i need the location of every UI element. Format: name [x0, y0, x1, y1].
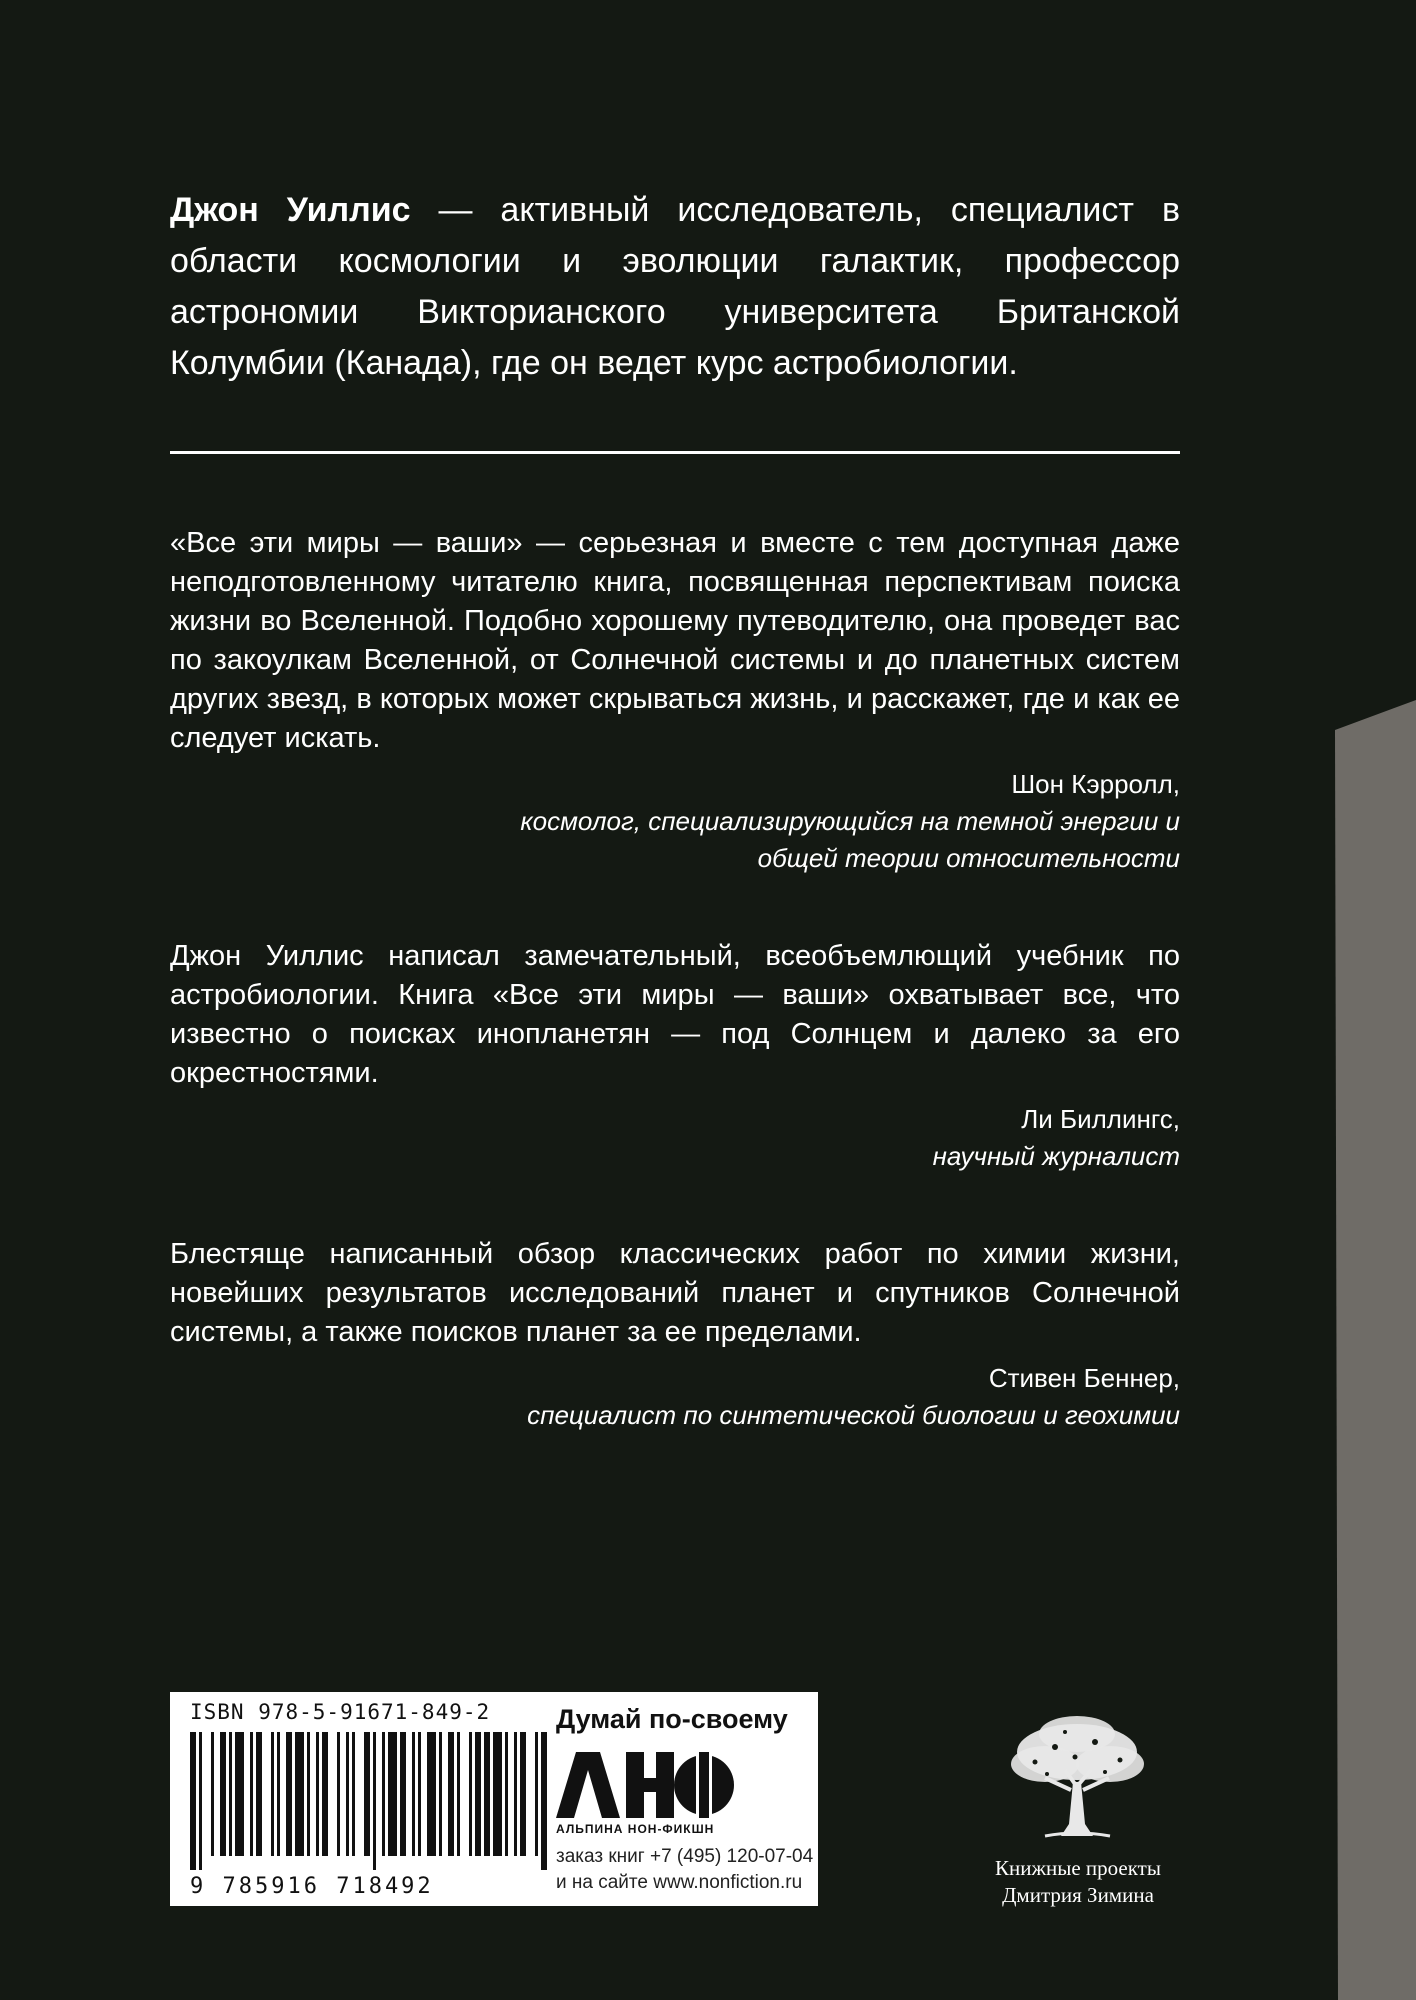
review-1-role: космолог, специализирующийся на темной энергии и общей теории относительности	[520, 806, 1180, 873]
barcode-bar	[199, 1732, 202, 1870]
publisher-name: АЛЬПИНА НОН-ФИКШН	[556, 1822, 715, 1836]
isbn-label: ISBN 978-5-91671-849-2	[190, 1700, 491, 1724]
review-1	[170, 524, 1180, 877]
publisher-contact	[556, 1844, 813, 1896]
barcode-bar	[352, 1732, 355, 1856]
barcode-bar	[346, 1732, 349, 1856]
review-1-text: «Все эти миры — ваши» — серьезная и вместе с тем доступная даже неподготовленному читателю книга, посвященная перспективам поиска жизни во Вселенной. Подобно хорошему путеводителю, она проведет вас по закоулкам Вселенной, от Солнечной системы и до планетных систем других звезд, в которых может скрываться жизнь, и расскажет, где и как ее следует искать.	[170, 527, 1180, 754]
barcode-bar	[475, 1732, 481, 1856]
barcode-bar	[271, 1732, 274, 1856]
barcode-panel	[170, 1692, 818, 1906]
review-2-attribution	[170, 1101, 1180, 1175]
barcode-bar	[469, 1732, 472, 1856]
review-3-attribution	[170, 1360, 1180, 1434]
barcode-bar	[256, 1732, 262, 1856]
barcode-bar	[286, 1732, 292, 1856]
barcode-bar	[250, 1732, 253, 1856]
order-line: заказ книг +7 (495) 120-07-04	[556, 1846, 814, 1867]
barcode-bar	[364, 1732, 370, 1856]
publisher-slogan: Думай по-своему	[556, 1704, 788, 1734]
barcode-bar	[295, 1732, 304, 1856]
barcode-bar	[316, 1732, 319, 1856]
barcode-bar	[211, 1732, 214, 1856]
barcode-bar	[535, 1732, 538, 1856]
barcode-bar	[505, 1732, 508, 1856]
author-name: Джон Уиллис	[170, 191, 411, 229]
barcode-bar	[220, 1732, 226, 1856]
barcode-bar	[439, 1732, 442, 1856]
anf-logo-icon	[556, 1752, 736, 1818]
barcode-bar	[382, 1732, 385, 1856]
isbn-digits: 9 785916 718492	[190, 1874, 434, 1899]
barcode-bar	[400, 1732, 406, 1856]
barcode-bar	[418, 1732, 421, 1856]
barcode-bar	[190, 1732, 196, 1870]
site-line: и на сайте www.nonfiction.ru	[556, 1872, 803, 1893]
review-3-text: Блестяще написанный обзор классических работ по химии жизни, новейших результатов исследований планет и спутников Солнечной системы, а также поисков планет за ее пределами.	[170, 1238, 1180, 1348]
review-3	[170, 1235, 1180, 1434]
barcode-bar	[373, 1732, 376, 1870]
barcode	[190, 1732, 550, 1870]
barcode-bar	[235, 1732, 244, 1856]
author-bio	[170, 185, 1180, 389]
review-2-author: Ли Биллингс,	[1021, 1104, 1180, 1134]
divider-line	[170, 451, 1180, 454]
zimin-line2: Дмитрия Зимина	[1002, 1883, 1154, 1907]
review-3-author: Стивен Беннер,	[988, 1363, 1180, 1393]
review-2	[170, 937, 1180, 1175]
review-2-role: научный журналист	[932, 1141, 1180, 1171]
barcode-bar	[388, 1732, 397, 1856]
review-3-role: специалист по синтетической биологии и геохимии	[527, 1400, 1180, 1430]
zimin-line1: Книжные проекты	[995, 1856, 1161, 1880]
review-2-text: Джон Уиллис написал замечательный, всеобъемлющий учебник по астробиологии. Книга «Все эти миры — ваши» охватывает все, что известно о поисках инопланетян — под Солнцем и далеко за его окрестностями.	[170, 940, 1180, 1089]
barcode-bar	[484, 1732, 490, 1856]
barcode-bar	[307, 1732, 310, 1856]
author-bio-text: — активный исследователь, специалист в области космологии и эволюции галактик, профессор астрономии Викторианского университета Британской Колумбии (Канада), где он ведет курс астробиологии.	[170, 191, 1180, 382]
barcode-bar	[412, 1732, 415, 1856]
tree-icon	[1005, 1712, 1150, 1842]
barcode-bar	[514, 1732, 517, 1856]
barcode-bar	[229, 1732, 232, 1856]
zimin-projects	[950, 1855, 1206, 1909]
barcode-bar	[322, 1732, 328, 1856]
barcode-bar	[427, 1732, 436, 1856]
barcode-bar	[337, 1732, 340, 1856]
barcode-bar	[541, 1732, 547, 1870]
main-content	[170, 185, 1180, 1494]
barcode-bar	[493, 1732, 502, 1856]
barcode-bar	[520, 1732, 526, 1856]
barcode-bar	[277, 1732, 280, 1856]
barcode-bar	[457, 1732, 460, 1856]
barcode-bar	[448, 1732, 454, 1856]
review-1-attribution	[170, 766, 1180, 877]
review-1-author: Шон Кэрролл,	[1011, 769, 1180, 799]
